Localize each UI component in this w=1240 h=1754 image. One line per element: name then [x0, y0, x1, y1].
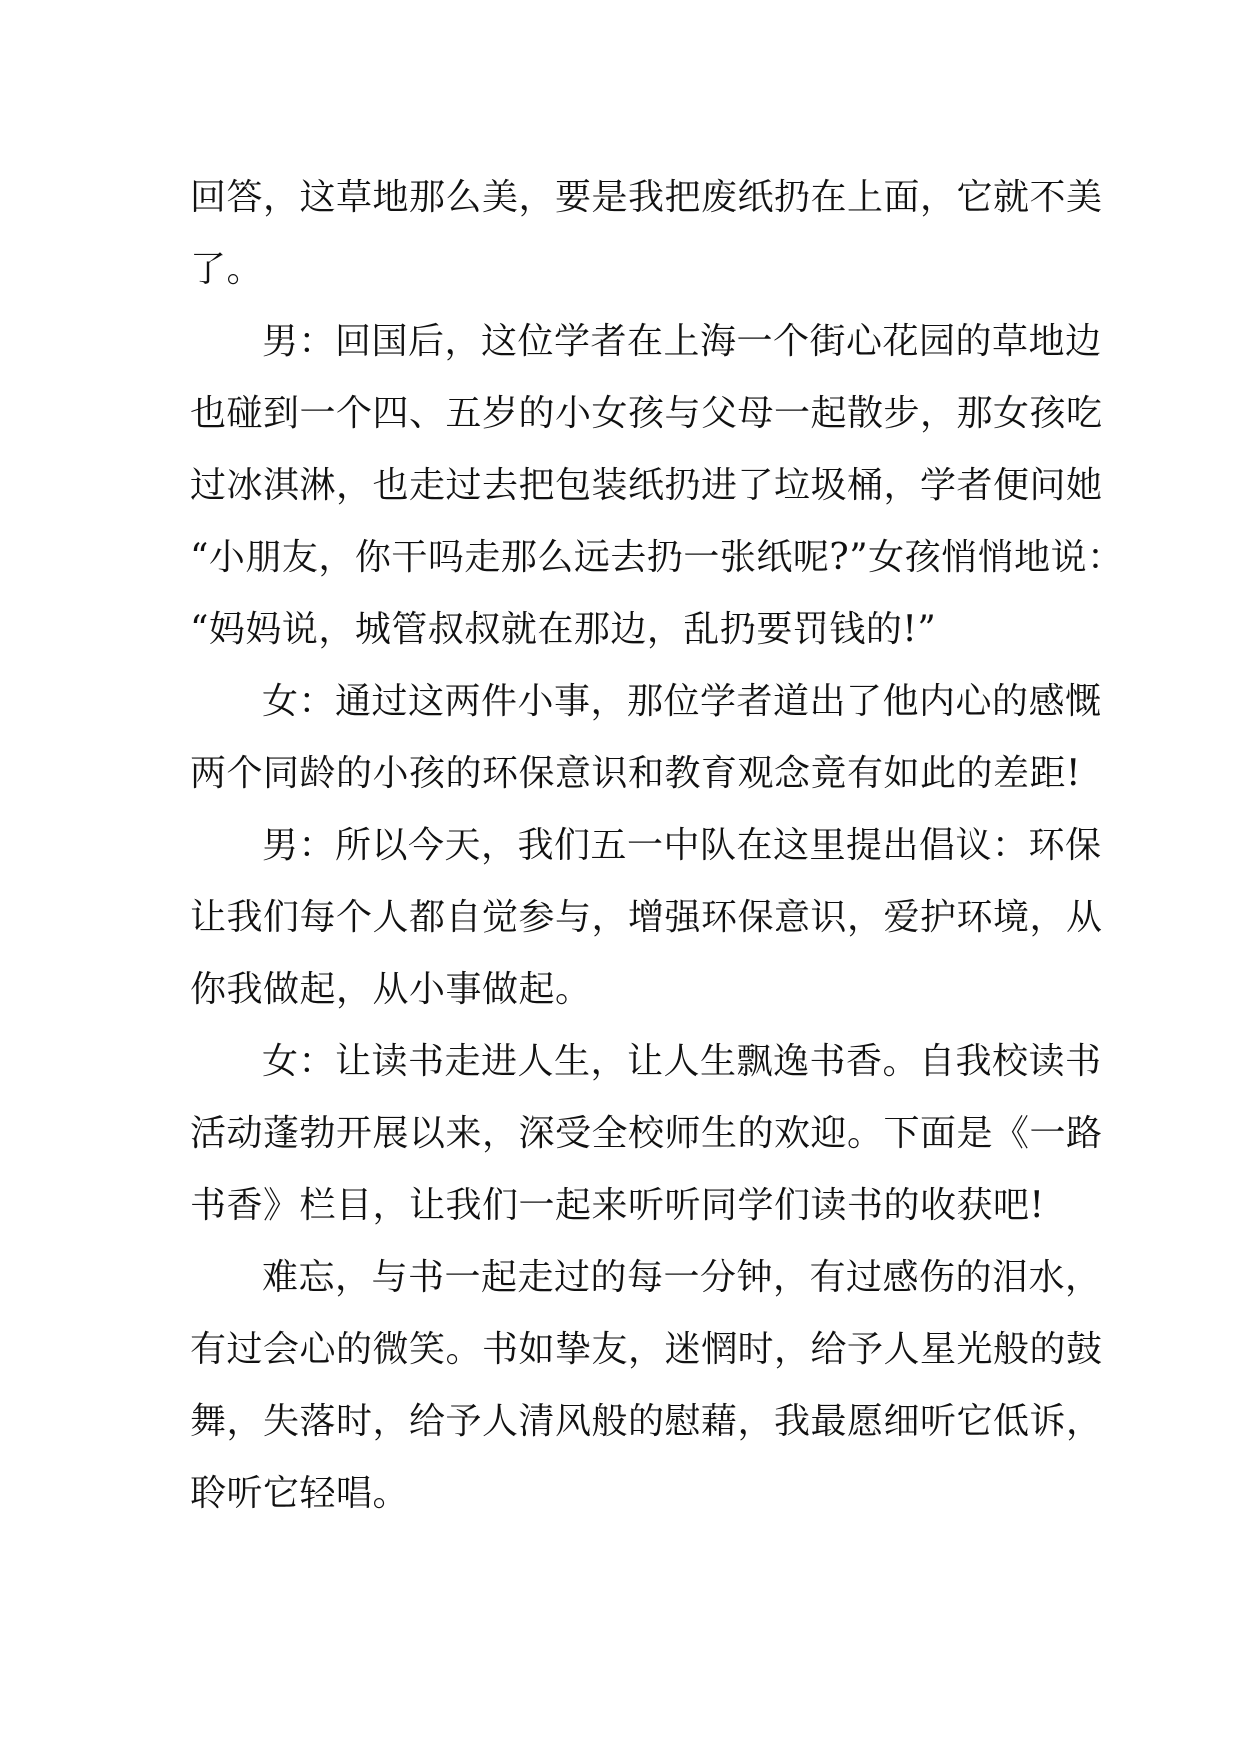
text-line-19: 聆听它轻唱。: [190, 1473, 410, 1514]
text-line-15: 书香》栏目，让我们一起来听听同学们读书的收获吧!: [190, 1185, 1045, 1226]
text-line-4: 也碰到一个四、五岁的小女孩与父母一起散步，那女孩吃: [190, 393, 1103, 434]
text-line-3: 男：回国后，这位学者在上海一个街心花园的草地边: [262, 321, 1102, 362]
text-line-13: 女：让读书走进人生，让人生飘逸书香。自我校读书: [262, 1041, 1102, 1082]
text-line-14: 活动蓬勃开展以来，深受全校师生的欢迎。下面是《一路: [190, 1113, 1103, 1154]
text-line-6: “小朋友，你干吗走那么远去扔一张纸呢?”女孩悄悄地说：: [190, 537, 1124, 578]
text-line-5: 过冰淇淋，也走过去把包装纸扔进了垃圾桶，学者便问她: [190, 465, 1103, 506]
text-line-16: 难忘，与书一起走过的每一分钟，有过感伤的泪水，: [262, 1257, 1102, 1298]
text-line-7: “妈妈说，城管叔叔就在那边，乱扔要罚钱的!”: [190, 609, 937, 650]
text-line-12: 你我做起，从小事做起。: [190, 969, 592, 1010]
text-line-9: 两个同龄的小孩的环保意识和教育观念竟有如此的差距!: [190, 753, 1081, 794]
text-line-2: 了。: [190, 249, 264, 290]
text-line-8: 女：通过这两件小事，那位学者道出了他内心的感慨: [262, 681, 1102, 722]
text-line-1: 回答，这草地那么美，要是我把废纸扔在上面，它就不美: [190, 177, 1103, 218]
text-line-18: 舞，失落时，给予人清风般的慰藉，我最愿细听它低诉，: [190, 1401, 1103, 1442]
text-line-17: 有过会心的微笑。书如挚友，迷惘时，给予人星光般的鼓: [190, 1329, 1103, 1370]
text-line-11: 让我们每个人都自觉参与，增强环保意识，爱护环境，从: [190, 897, 1103, 938]
text-line-10: 男：所以今天，我们五一中队在这里提出倡议：环保: [262, 825, 1102, 866]
